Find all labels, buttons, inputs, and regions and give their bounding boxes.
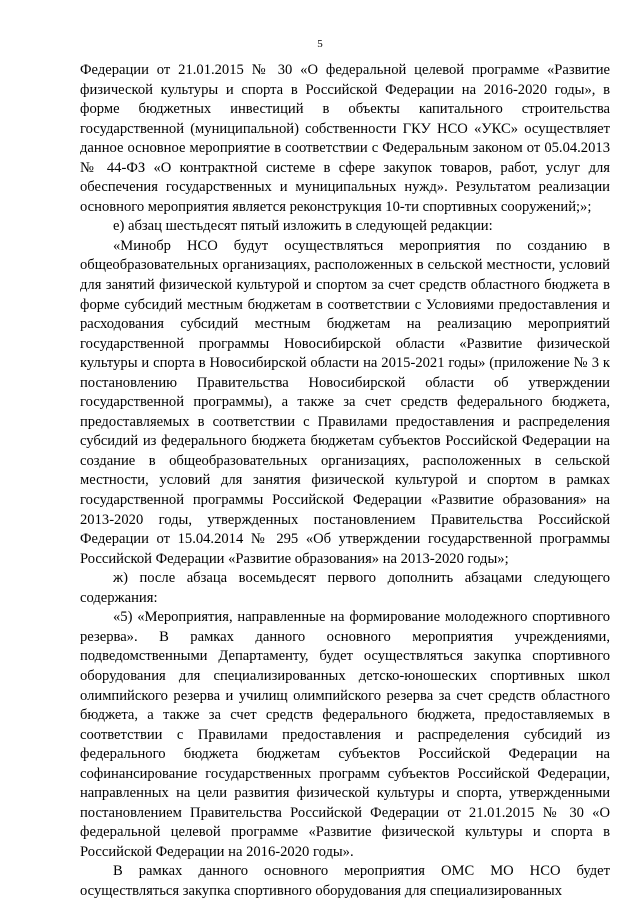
paragraph-continuation: Федерации от 21.01.2015 № 30 «О федеральной целевой программе «Развитие физической культуры и спорта в Российской Федерации на 2016-2020 годы», в форме бюджетных инвестиций в объекты капитального строительства государственной (муниципальной) собственности ГКУ НСО «УКС» осуществляет данное основное мероприятие в соответствии с Федеральным законом от 05.04.2013 № 44-ФЗ «О контрактной системе в сфере закупок товаров, работ, услуг для обеспечения государственных и муниципальных нужд». Результатом реализации основного мероприятия является реконструкция 10-ти спортивных сооружений;»; [80, 62, 610, 215]
page-number: 5 [317, 38, 323, 50]
paragraph-item-e: е) абзац шестьдесят пятый изложить в следующей редакции: [113, 218, 493, 235]
paragraph-item-5: «5) «Мероприятия, направленные на формирование молодежного спортивного резерва». В рамках данного основного мероприятия учреждениями, подведомственными Департаменту, будет осуществляться закупка спортивного оборудования для специализированных детско-юношеских спортивных школ олимпийского резерва и училищ олимпийского резерва за счет средств областного бюджета, а также за счет средств федерального бюджета, предоставляемых в соответствии с Правилами предоставления и распределения субсидий из федерального бюджета бюджетам субъектов Российской Федерации на софинансирование государственных программ субъектов Российской Федерации, направленных на цели развития физической культуры и спорта, утвержденными постановлением Правительства Российской Федерации от 21.01.2015 № 30 «О федеральной целевой программе «Развитие физической культуры и спорта в Российской Федерации на 2016-2020 годы». [80, 609, 610, 860]
paragraph-minobr: «Минобр НСО будут осуществляться мероприятия по созданию в общеобразовательных организациях, расположенных в сельской местности, условий для занятий физической культурой и спортом за счет средств областного бюджета в форме субсидий местным бюджетам в соответствии с Условиями предоставления и расходования субсидий местным бюджетам на реализацию мероприятий государственной программы Новосибирской области «Развитие физической культуры и спорта в Новосибирской области на 2015-2021 годы» (приложение № 3 к постановлению Правительства Новосибирской области об утверждении государственной программы), а также за счет средств федерального бюджета, предоставляемых в соответствии с Правилами предоставления и распределения субсидий из федерального бюджета бюджетам субъектов Российской Федерации на создание в общеобразовательных организациях, расположенных в сельской местности, условий для занятия физической культурой и спортом в рамках государственной программы Российской Федерации «Развитие образования» на 2013-2020 годы, утвержденных постановлением Правительства Российской Федерации от 15.04.2014 № 295 «Об утверждении государственной программы Российской Федерации «Развитие образования» на 2013-2020 годы»; [80, 237, 610, 567]
document-body [80, 61, 610, 902]
paragraph-item-zh: ж) после абзаца восемьдесят первого дополнить абзацами следующего содержания: [80, 570, 610, 606]
paragraph-oms: В рамках данного основного мероприятия ОМС МО НСО будет осуществляться закупка спортивного оборудования для специализированных [80, 863, 610, 899]
